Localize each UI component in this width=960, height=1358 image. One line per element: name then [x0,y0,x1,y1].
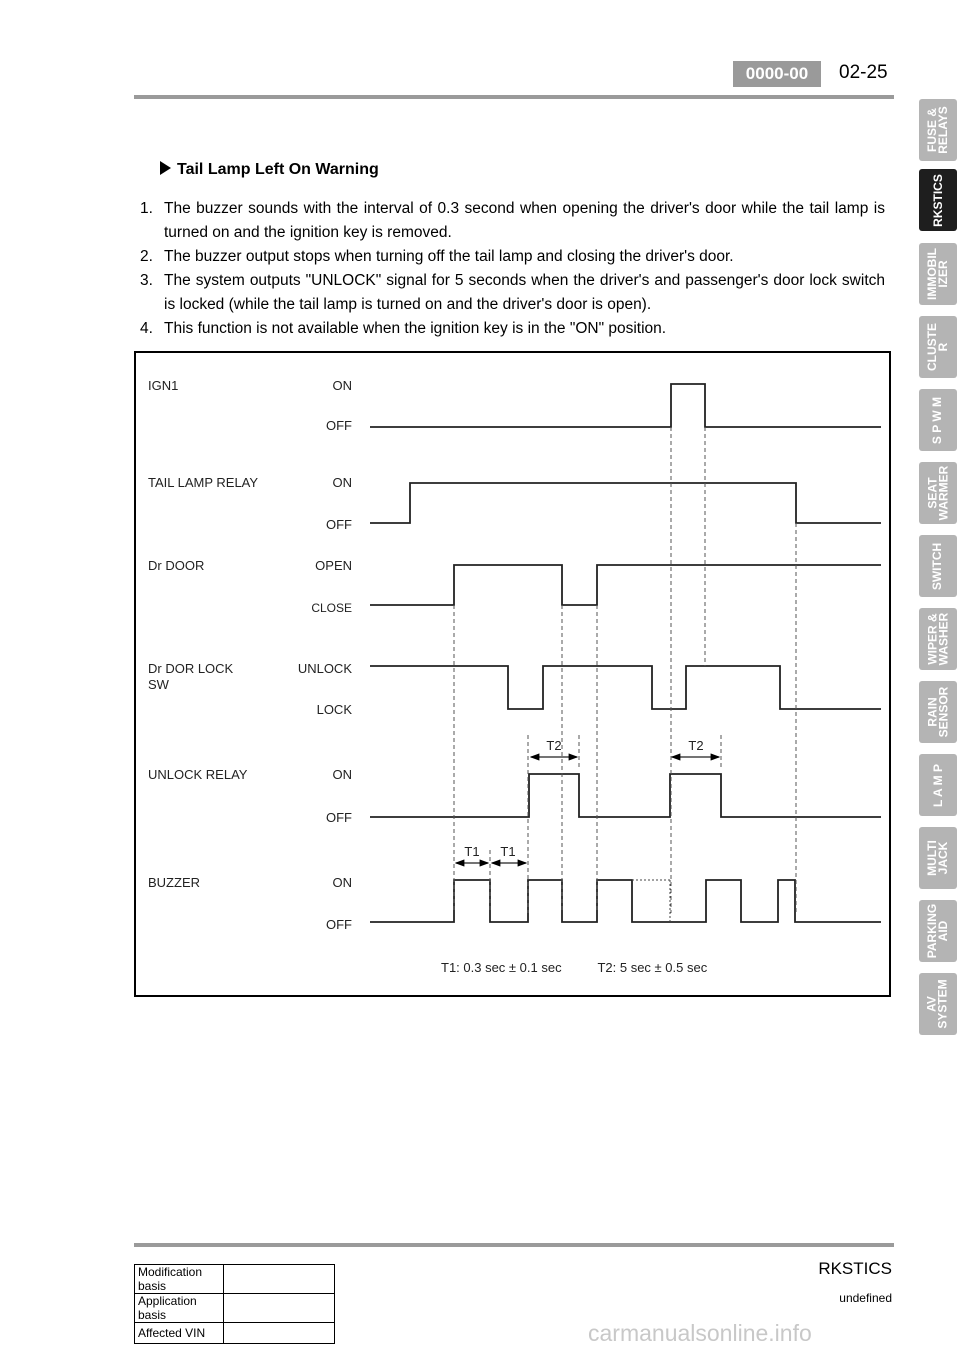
table-row: Affected VIN [135,1323,335,1344]
marker-t2-first: T2 [546,738,562,753]
list-item: 2. The buzzer output stops when turning off the tail lamp and closing the driver's door. [140,248,734,265]
tab-wiper-washer[interactable]: WIPER & WASHER [919,608,957,670]
list-item: 3. The system outputs "UNLOCK" signal for 5 seconds when the driver's and passenger's door lock switch is locked (while the tail lamp is turned on and the driver's door is open). [140,272,885,313]
state-door-low: CLOSE [311,601,352,615]
state-door-high: OPEN [315,558,352,573]
waveform-dr-door [370,565,881,605]
state-buzzer-high: ON [332,875,352,890]
timing-diagram-svg [136,353,889,995]
header-rule [134,95,894,99]
tab-spwm[interactable]: S P W M [919,389,957,451]
table-row: Modification basis [135,1265,335,1294]
state-lock-high: UNLOCK [297,661,352,676]
waveform-unlock-relay [370,774,881,817]
label-dr-door: Dr DOOR [148,558,205,573]
tab-immobilizer[interactable]: IMMOBIL IZER [919,243,957,305]
tab-parking-aid[interactable]: PARKING AID [919,900,957,962]
timing-legend: T1: 0.3 sec ± 0.1 sec T2: 5 sec ± 0.5 sec [441,960,708,975]
section-title: Tail Lamp Left On Warning [160,161,379,179]
tab-rkstics[interactable]: RKSTICS [919,169,957,231]
marker-t1-first: T1 [464,844,480,859]
list-item: 1. The buzzer sounds with the interval of 0.3 second when opening the driver's door while the tail lamp is turned on and the ignition key is removed. [140,200,885,241]
waveform-dr-lock-sw [370,666,881,709]
marker-t2-second: T2 [688,738,704,753]
state-unlock-high: ON [332,767,352,782]
state-ign1-low: OFF [326,418,352,433]
state-unlock-low: OFF [326,810,352,825]
tab-av-system[interactable]: AV SYSTEM [919,973,957,1035]
list-item: 4. This function is not available when the ignition key is in the "ON" position. [140,320,667,337]
state-lock-low: LOCK [316,702,352,717]
state-buzzer-low: OFF [326,917,352,932]
footer-rule [134,1243,894,1247]
marker-t1-second: T1 [500,844,516,859]
label-buzzer: BUZZER [148,875,200,890]
tab-fuse-relays[interactable]: FUSE & RELAYS [919,99,957,161]
tab-rain-sensor[interactable]: RAIN SENSOR [919,681,957,743]
state-ign1-high: ON [332,378,352,393]
page-number: 02-25 [839,62,888,83]
steps-list [140,197,885,341]
waveform-ign1 [370,384,881,427]
watermark: carmanualsonline.info [588,1320,812,1346]
tab-lamp[interactable]: L A M P [919,754,957,816]
table-row: Application basis [135,1294,335,1323]
label-tail-lamp-relay: TAIL LAMP RELAY [148,475,259,490]
label-dr-lock-sw: Dr DOR LOCK [148,661,234,676]
timing-diagram [134,351,891,997]
tab-seat-warmer[interactable]: SEAT WARMER [919,462,957,524]
tab-cluster[interactable]: CLUSTE R [919,316,957,378]
footer-section-name: RKSTICS [818,1259,892,1278]
label-unlock-relay: UNLOCK RELAY [148,767,248,782]
state-tail-high: ON [332,475,352,490]
state-tail-low: OFF [326,517,352,532]
play-triangle-icon [160,161,171,175]
footer-subtitle: undefined [839,1291,892,1305]
document-code-badge: 0000-00 [733,61,821,87]
modification-table [134,1264,335,1344]
tab-switch[interactable]: SWITCH [919,535,957,597]
label-dr-lock-sw-2: SW [148,677,169,692]
tab-multi-jack[interactable]: MULTI JACK [919,827,957,889]
waveform-buzzer [370,880,881,922]
waveform-tail-lamp-relay [370,483,881,523]
label-ign1: IGN1 [148,378,179,393]
